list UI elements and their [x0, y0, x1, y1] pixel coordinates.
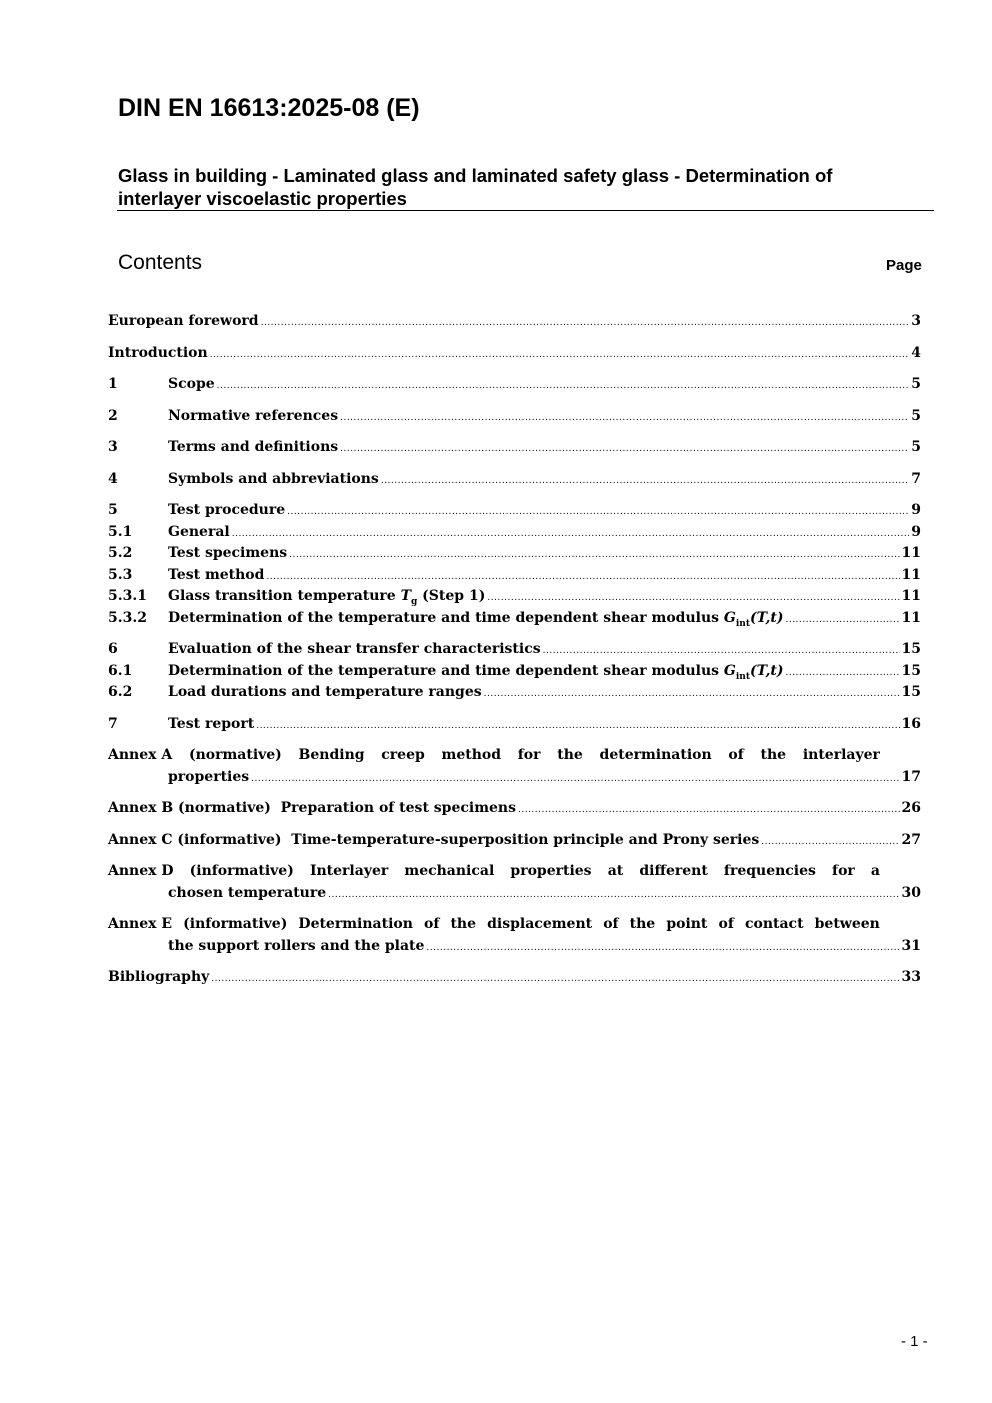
toc-label: Load durations and temperature ranges — [168, 684, 482, 700]
toc-page: 17 — [901, 769, 921, 785]
annex-word: at — [607, 863, 624, 879]
toc-page: 31 — [901, 938, 921, 954]
toc-entry-test-method[interactable] — [108, 564, 921, 586]
toc-entry-test-procedure[interactable] — [108, 499, 921, 521]
toc-page: 30 — [901, 885, 921, 901]
dot-leader — [518, 799, 900, 821]
toc-number: 3 — [108, 439, 118, 455]
dot-leader — [251, 768, 899, 790]
annex-word: for — [832, 863, 855, 879]
toc-entry-general[interactable] — [108, 521, 921, 543]
annex-word: of — [603, 916, 619, 932]
toc-label: Test method — [168, 567, 265, 583]
document-title: DIN EN 16613:2025-08 (E) — [118, 94, 420, 122]
toc-label: General — [168, 524, 230, 540]
toc-number: 4 — [108, 471, 118, 487]
toc-number: 7 — [108, 716, 118, 732]
toc-entry-test-report[interactable] — [108, 713, 921, 735]
toc-number: 1 — [108, 376, 118, 392]
dot-leader — [340, 438, 909, 460]
symbol-subscript: int — [735, 618, 750, 629]
toc-number: 6.2 — [108, 684, 133, 700]
toc-entry-introduction[interactable] — [108, 342, 921, 364]
annex-word: the — [450, 916, 477, 932]
toc-page: 15 — [901, 663, 921, 679]
annex-word: the — [760, 747, 787, 763]
symbol-subscript: int — [735, 671, 750, 682]
annex-word: displacement — [487, 916, 593, 932]
toc-page: 5 — [911, 408, 921, 424]
toc-number: 6.1 — [108, 663, 133, 679]
toc-entry-shear-modulus-determination[interactable] — [108, 607, 921, 629]
symbol: T — [400, 588, 412, 604]
toc-page: 5 — [911, 439, 921, 455]
toc-label: Evaluation of the shear transfer characteristics — [168, 641, 541, 657]
toc-page: 15 — [901, 684, 921, 700]
dot-leader — [761, 831, 899, 853]
dot-leader — [210, 344, 910, 366]
document-subtitle: Glass in building - Laminated glass and laminated safety glass - Determination of interlayer viscoelastic properties — [118, 165, 833, 209]
toc-label: Test procedure — [168, 502, 286, 518]
annex-word: Annex D — [108, 863, 174, 879]
annex-word: point — [666, 916, 708, 932]
toc-label: Annex C (informative) Time-temperature-superposition principle and Prony series — [108, 832, 760, 848]
page-number: - 1 - — [901, 1333, 928, 1350]
annex-word: Annex E — [108, 916, 173, 932]
annex-word: (normative) — [188, 747, 282, 763]
toc-label-text: (Step 1) — [417, 588, 486, 604]
toc-page: 15 — [901, 641, 921, 657]
toc-label: European foreword — [108, 313, 259, 329]
annex-word: different — [639, 863, 708, 879]
annex-word: determination — [599, 747, 712, 763]
annex-word: mechanical — [404, 863, 495, 879]
toc-number: 5.3.2 — [108, 610, 147, 626]
annex-word: creep — [381, 747, 425, 763]
annex-word: the — [557, 747, 583, 763]
annex-word: between — [814, 916, 880, 932]
toc-number: 6 — [108, 641, 118, 657]
annex-word: Annex A — [108, 747, 173, 763]
symbol: G — [723, 663, 736, 679]
toc-page: 11 — [901, 545, 921, 561]
annex-word: for — [517, 747, 541, 763]
symbol-args: (T,t) — [750, 610, 784, 626]
toc-page: 4 — [911, 345, 921, 361]
toc-label-text: Glass transition temperature — [168, 588, 401, 604]
toc-label: the support rollers and the plate — [168, 938, 425, 954]
symbol: G — [723, 610, 736, 626]
toc-number: 5.2 — [108, 545, 133, 561]
toc-entry-annex-e-cont[interactable] — [168, 935, 921, 957]
toc-entry-annex-a[interactable] — [108, 744, 880, 766]
toc-label: properties — [168, 769, 250, 785]
toc-label: Normative references — [168, 408, 339, 424]
toc-label: Test report — [168, 716, 255, 732]
toc-number: 5 — [108, 502, 118, 518]
annex-word: Determination — [298, 916, 413, 932]
toc-page: 11 — [901, 610, 921, 626]
toc-label: Annex B (normative) Preparation of test specimens — [108, 800, 516, 816]
annex-word: Interlayer — [309, 863, 389, 879]
toc-entry-annex-b[interactable] — [108, 797, 921, 819]
subtitle-divider — [117, 210, 934, 211]
toc-entry-symbols[interactable] — [108, 468, 921, 490]
toc-entry-annex-a-cont[interactable] — [168, 766, 921, 788]
toc-label-text: Determination of the temperature and time dependent shear modulus — [168, 663, 724, 679]
dot-leader — [487, 587, 899, 609]
toc-entry-bibliography[interactable] — [108, 966, 921, 988]
toc-page: 7 — [911, 471, 921, 487]
toc-entry-annex-d[interactable] — [108, 860, 880, 882]
toc-entry-annex-e[interactable] — [108, 913, 880, 935]
toc-page: 27 — [901, 832, 921, 848]
symbol-args: (T,t) — [750, 663, 784, 679]
toc-entry-load-durations[interactable] — [108, 681, 921, 703]
toc-label: Test specimens — [168, 545, 288, 561]
toc-number: 5.3.1 — [108, 588, 147, 604]
annex-word: the — [629, 916, 656, 932]
toc-label: Symbols and abbreviations — [168, 471, 379, 487]
dot-leader — [484, 683, 900, 705]
annex-word: a — [870, 863, 880, 879]
dot-leader — [256, 715, 899, 737]
annex-word: frequencies — [723, 863, 816, 879]
toc-page: 3 — [911, 313, 921, 329]
toc-entry-shear-modulus-evaluation[interactable] — [108, 660, 921, 682]
dot-leader — [785, 609, 899, 631]
toc-label: Introduction — [108, 345, 208, 361]
toc-page: 5 — [911, 376, 921, 392]
toc-page: 9 — [911, 502, 921, 518]
annex-word: interlayer — [802, 747, 880, 763]
toc-entry-normative-references[interactable] — [108, 405, 921, 427]
toc-entry-annex-c[interactable] — [108, 829, 921, 851]
dot-leader — [261, 312, 910, 334]
dot-leader — [340, 407, 909, 429]
annex-word: (informative) — [189, 863, 294, 879]
toc-number: 2 — [108, 408, 118, 424]
toc-entry-test-specimens[interactable] — [108, 542, 921, 564]
toc-page: 9 — [911, 524, 921, 540]
dot-leader — [211, 968, 899, 990]
contents-heading: Contents — [118, 251, 203, 274]
toc-entry-scope[interactable] — [108, 373, 921, 395]
annex-word: of — [728, 747, 744, 763]
toc-entry-annex-d-cont[interactable] — [168, 882, 921, 904]
dot-leader — [543, 640, 900, 662]
toc-page: 33 — [901, 969, 921, 985]
annex-word: (informative) — [183, 916, 288, 932]
annex-word: properties — [510, 863, 592, 879]
toc-label — [168, 607, 783, 635]
toc-entry-shear-transfer[interactable] — [108, 638, 921, 660]
toc-label: Terms and definitions — [168, 439, 339, 455]
annex-word: of — [718, 916, 734, 932]
symbol-subscript: g — [411, 596, 418, 607]
dot-leader — [217, 375, 910, 397]
toc-entry-foreword[interactable] — [108, 310, 921, 332]
toc-page: 16 — [901, 716, 921, 732]
toc-entry-terms-definitions[interactable] — [108, 436, 921, 458]
toc-label: Bibliography — [108, 969, 210, 985]
dot-leader — [381, 470, 909, 492]
toc-number: 5.1 — [108, 524, 133, 540]
dot-leader — [289, 544, 899, 566]
toc-number: 5.3 — [108, 567, 133, 583]
toc-page: 11 — [901, 588, 921, 604]
toc-label: Scope — [168, 376, 215, 392]
dot-leader — [287, 501, 909, 523]
toc-label: chosen temperature — [168, 885, 327, 901]
toc-label-text: Determination of the temperature and time dependent shear modulus — [168, 610, 724, 626]
page-column-heading: Page — [886, 257, 922, 274]
annex-word: contact — [744, 916, 804, 932]
annex-word: Bending — [298, 747, 365, 763]
annex-word: method — [441, 747, 502, 763]
dot-leader — [426, 937, 899, 959]
dot-leader — [328, 884, 899, 906]
toc-page: 26 — [901, 800, 921, 816]
toc-page: 11 — [901, 567, 921, 583]
annex-word: of — [424, 916, 440, 932]
toc-entry-glass-transition[interactable] — [108, 585, 921, 607]
